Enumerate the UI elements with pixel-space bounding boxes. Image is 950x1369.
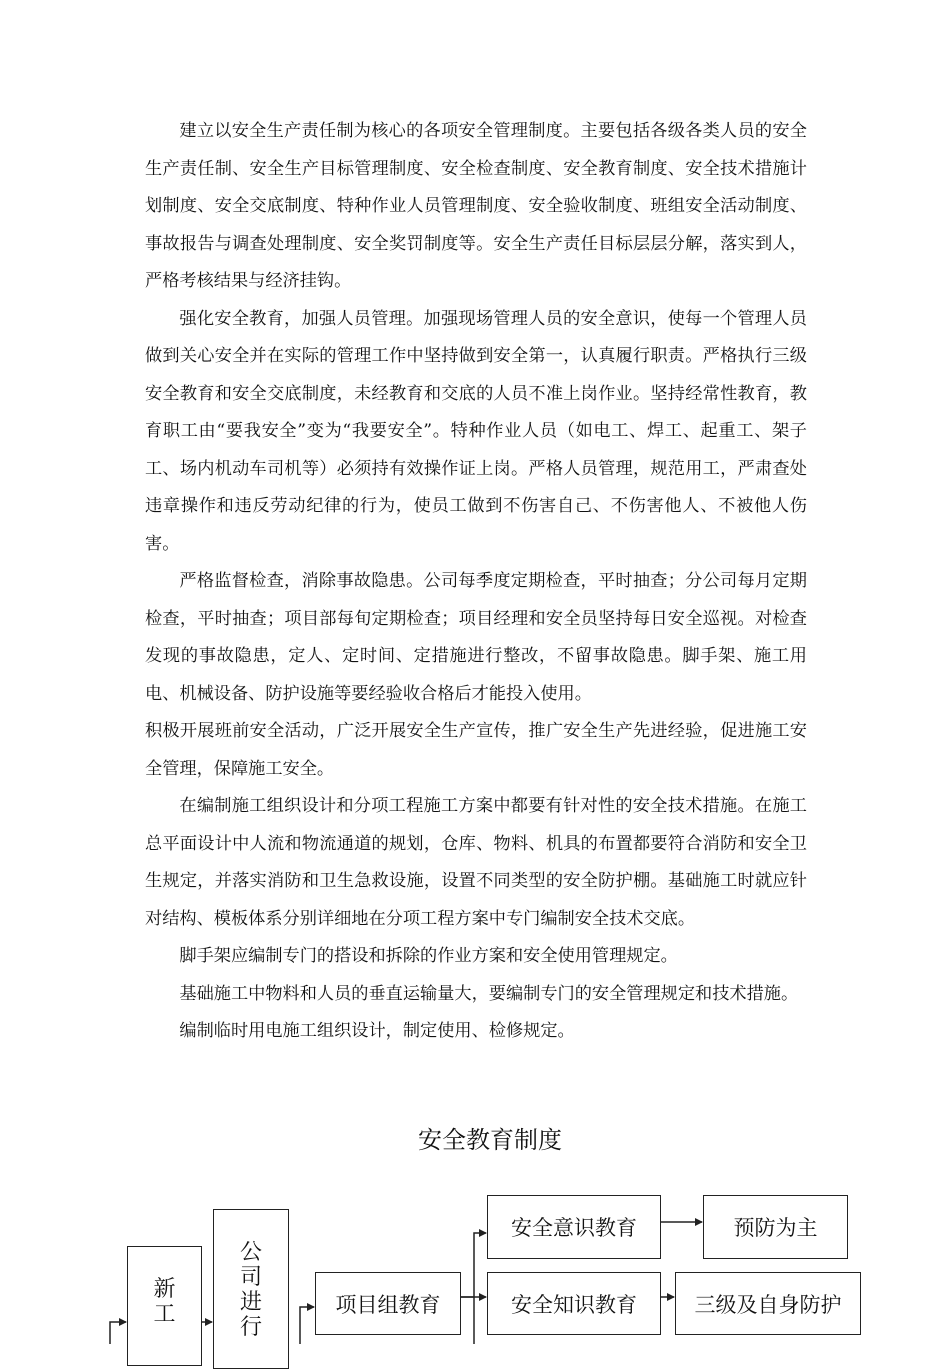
safety-awareness-label: 安全意识教育 (511, 1216, 637, 1240)
prevention-box (703, 1195, 848, 1259)
safety-awareness-box (487, 1195, 661, 1259)
prevention-label: 预防为主 (733, 1216, 818, 1240)
flowchart-title: 安全教育制度 (418, 1126, 562, 1154)
paragraph: 强化安全教育，加强人员管理。加强现场管理人员的安全意识，使每一个管理人员做到关心安全并在实际的管理工作中坚持做到安全第一，认真履行职责。严格执行三级安全教育和安全交底制度，未经教育和交底的人员不准上岗作业。坚持经常性教育，教育职工由“要我安全”变为“我要安全”。特种作业人员（如电工、焊工、起重工、架子工、场内机动车司机等）必须持有效操作证上岗。严格人员管理，规范用工，严肃查处违章操作和违反劳动纪律的行为，使员工做到不伤害自己、不伤害他人、不被他人伤害。 (145, 308, 807, 554)
paragraph: 严格监督检查，消除事故隐患。公司每季度定期检查，平时抽查；分公司每月定期检查，平时抽查；项目部每旬定期检查；项目经理和安全员坚持每日安全巡视。对检查发现的事故隐患，定人、定时间、定措施进行整改，不留事故隐患。脚手架、施工用电、机械设备、防护设施等要经验收合格后才能投入使用。 (145, 571, 807, 704)
paragraph: 建立以安全生产责任制为核心的各项安全管理制度。主要包括各级各类人员的安全生产责任制、安全生产目标管理制度、安全检查制度、安全教育制度、安全技术措施计划制度、安全交底制度、特种作业人员管理制度、安全验收制度、班组安全活动制度、事故报告与调查处理制度、安全奖罚制度等。安全生产责任目标层层分解，落实到人，严格考核结果与经济挂钩。 (145, 121, 807, 291)
paragraph: 基础施工中物料和人员的垂直运输量大，要编制专门的安全管理规定和技术措施。 (179, 983, 799, 1004)
new-worker-box (127, 1246, 202, 1366)
safety-knowledge-label: 安全知识教育 (511, 1292, 637, 1317)
three-level-protection-box (675, 1272, 861, 1335)
connector-arrow (461, 1233, 486, 1297)
safety-knowledge-box (487, 1272, 661, 1335)
paragraph: 编制临时用电施工组织设计，制定使用、检修规定。 (179, 1021, 575, 1041)
paragraph: 脚手架应编制专门的搭设和拆除的作业方案和安全使用管理规定。 (179, 946, 678, 966)
connector-arrow (110, 1322, 126, 1344)
company-label: 公司进行 (239, 1240, 262, 1340)
company-box (213, 1209, 289, 1369)
connector-arrow (300, 1307, 314, 1344)
new-worker-label: 新工 (153, 1277, 176, 1327)
three-level-protection-label: 三级及自身防护 (694, 1292, 842, 1317)
paragraph: 在编制施工组织设计和分项工程施工方案中都要有针对性的安全技术措施。在施工总平面设计中人流和物流通道的规划，仓库、物料、机具的布置都要符合消防和安全卫生规定，并落实消防和卫生急救设施，设置不同类型的安全防护棚。基础施工时就应针对结构、模板体系分别详细地在分项工程方案中专门编制安全技术交底。 (145, 796, 807, 929)
project-group-box (315, 1272, 461, 1335)
project-group-label: 项目组教育 (335, 1292, 441, 1317)
paragraph: 积极开展班前安全活动，广泛开展安全生产宣传，推广安全生产先进经验，促进施工安全管理，保障施工安全。 (145, 721, 807, 779)
